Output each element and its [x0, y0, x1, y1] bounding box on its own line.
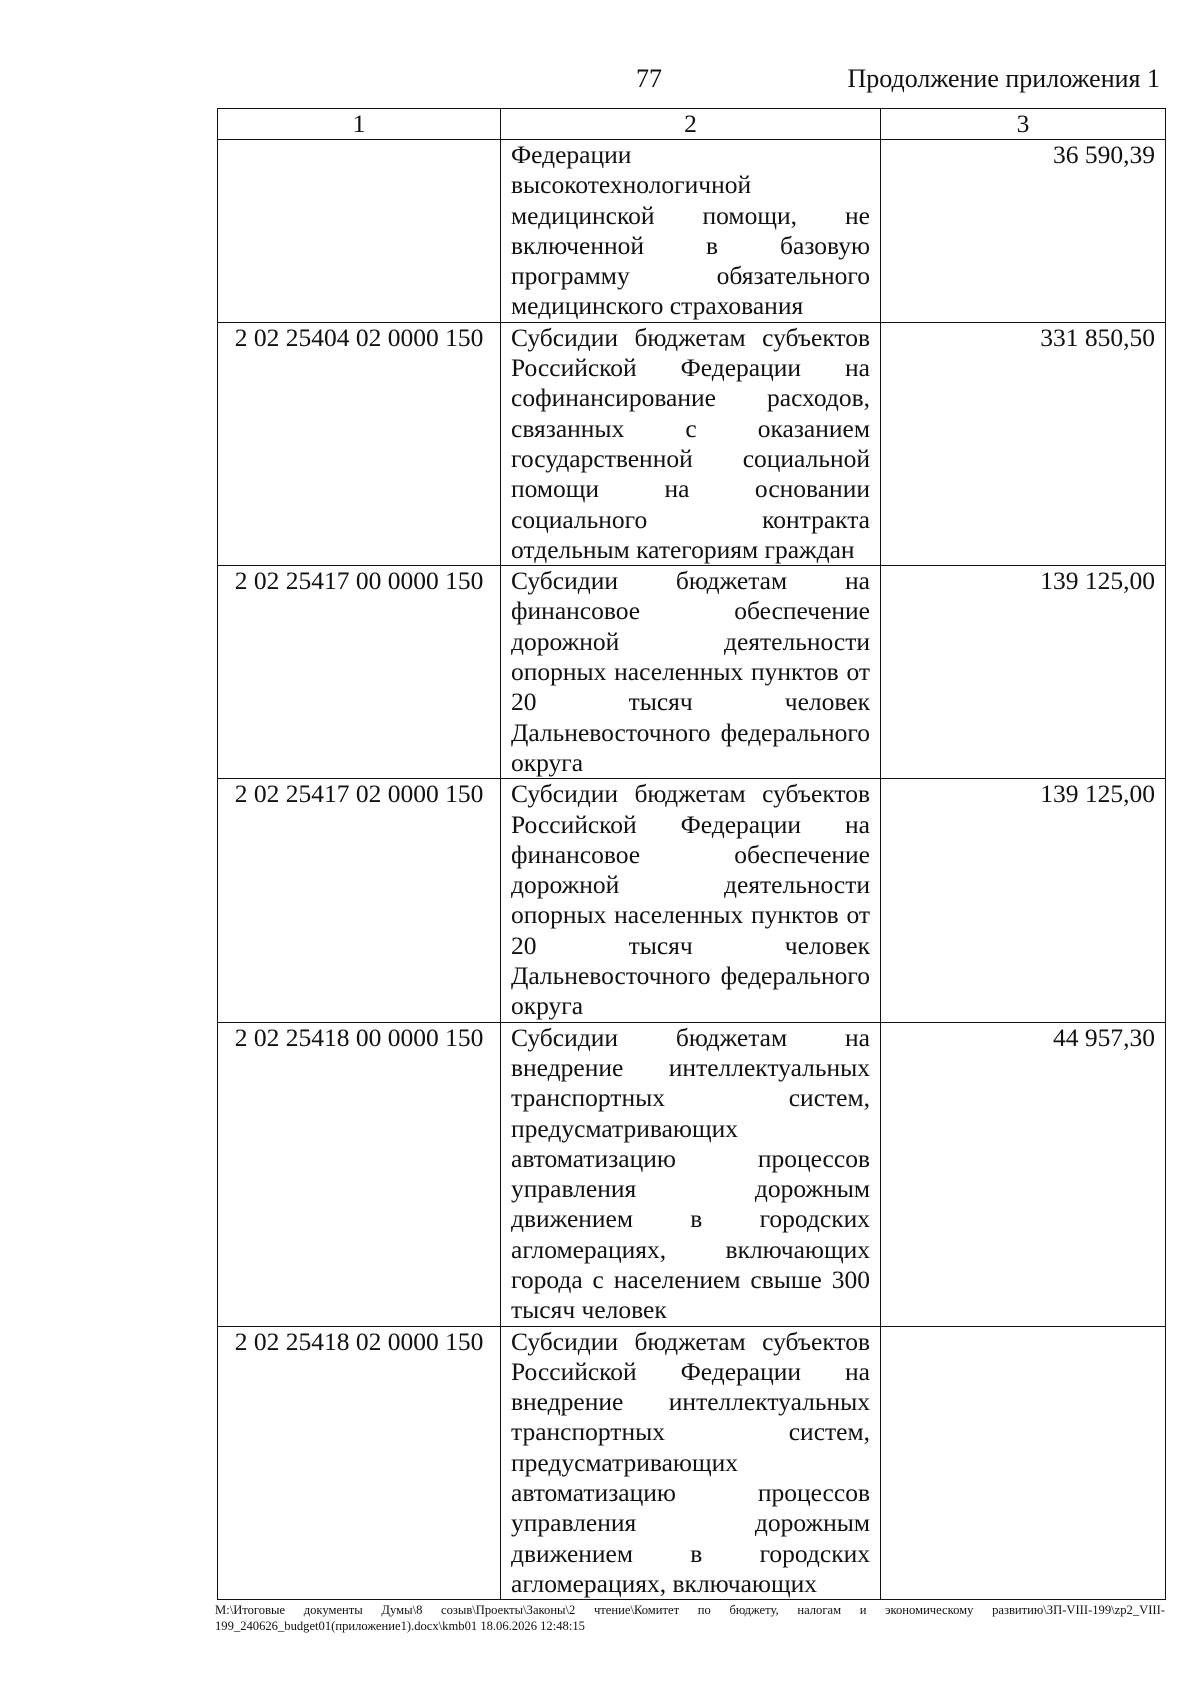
table-row [218, 566, 1166, 779]
column-header-1: 1 [218, 109, 501, 140]
row-name: Субсидии бюджетам субъектов Российской Федерации на финансовое обеспечение дорожной деятельности опорных населенных пунктов от 20 тысяч человек Дальневосточного федерального округа [501, 779, 881, 1022]
row-code: 2 02 25417 02 0000 150 [218, 779, 501, 1022]
row-name: Субсидии бюджетам субъектов Российской Федерации на внедрение интеллектуальных транспортных систем, предусматривающих автоматизацию процессов управления дорожным движением в городских агломерациях, включающих [501, 1326, 881, 1600]
footer-file-path: M:\Итоговые документы Думы\8 созыв\Проекты\Законы\2 чтение\Комитет по бюджету, налогам и экономическому развитию\ЗП-VIII-199\zp2_VIII-199_240626_budget01(приложение1).docx\kmb01 18.06.2026 12:48:15 [215, 1603, 1165, 1633]
row-code [218, 140, 501, 323]
row-name: Федерации высокотехнологичной медицинской помощи, не включенной в базовую программу обязательного медицинского страхования [501, 140, 881, 323]
table-row [218, 779, 1166, 1022]
column-header-3: 3 [881, 109, 1166, 140]
table-row [218, 140, 1166, 323]
row-amount: 139 125,00 [881, 779, 1166, 1022]
row-code: 2 02 25417 00 0000 150 [218, 566, 501, 779]
row-amount: 36 590,39 [881, 140, 1166, 323]
table-row [218, 1326, 1166, 1600]
header-caption: Продолжение приложения 1 [847, 64, 1160, 93]
row-amount: 331 850,50 [881, 322, 1166, 565]
table-header-row [218, 109, 1166, 140]
page-number: 77 [636, 64, 662, 93]
row-amount: 139 125,00 [881, 566, 1166, 779]
row-code: 2 02 25418 00 0000 150 [218, 1022, 501, 1326]
row-name: Субсидии бюджетам на финансовое обеспечение дорожной деятельности опорных населенных пунктов от 20 тысяч человек Дальневосточного федерального округа [501, 566, 881, 779]
row-code: 2 02 25418 02 0000 150 [218, 1326, 501, 1600]
row-amount: 44 957,30 [881, 1022, 1166, 1326]
table-row [218, 1022, 1166, 1326]
row-name: Субсидии бюджетам субъектов Российской Федерации на софинансирование расходов, связанных с оказанием государственной социальной помощи на основании социального контракта отдельным категориям граждан [501, 322, 881, 565]
row-amount [881, 1326, 1166, 1600]
budget-table [217, 108, 1166, 1600]
table-row [218, 322, 1166, 565]
column-header-2: 2 [501, 109, 881, 140]
row-name: Субсидии бюджетам на внедрение интеллектуальных транспортных систем, предусматривающих автоматизацию процессов управления дорожным движением в городских агломерациях, включающих города с населением свыше 300 тысяч человек [501, 1022, 881, 1326]
row-code: 2 02 25404 02 0000 150 [218, 322, 501, 565]
